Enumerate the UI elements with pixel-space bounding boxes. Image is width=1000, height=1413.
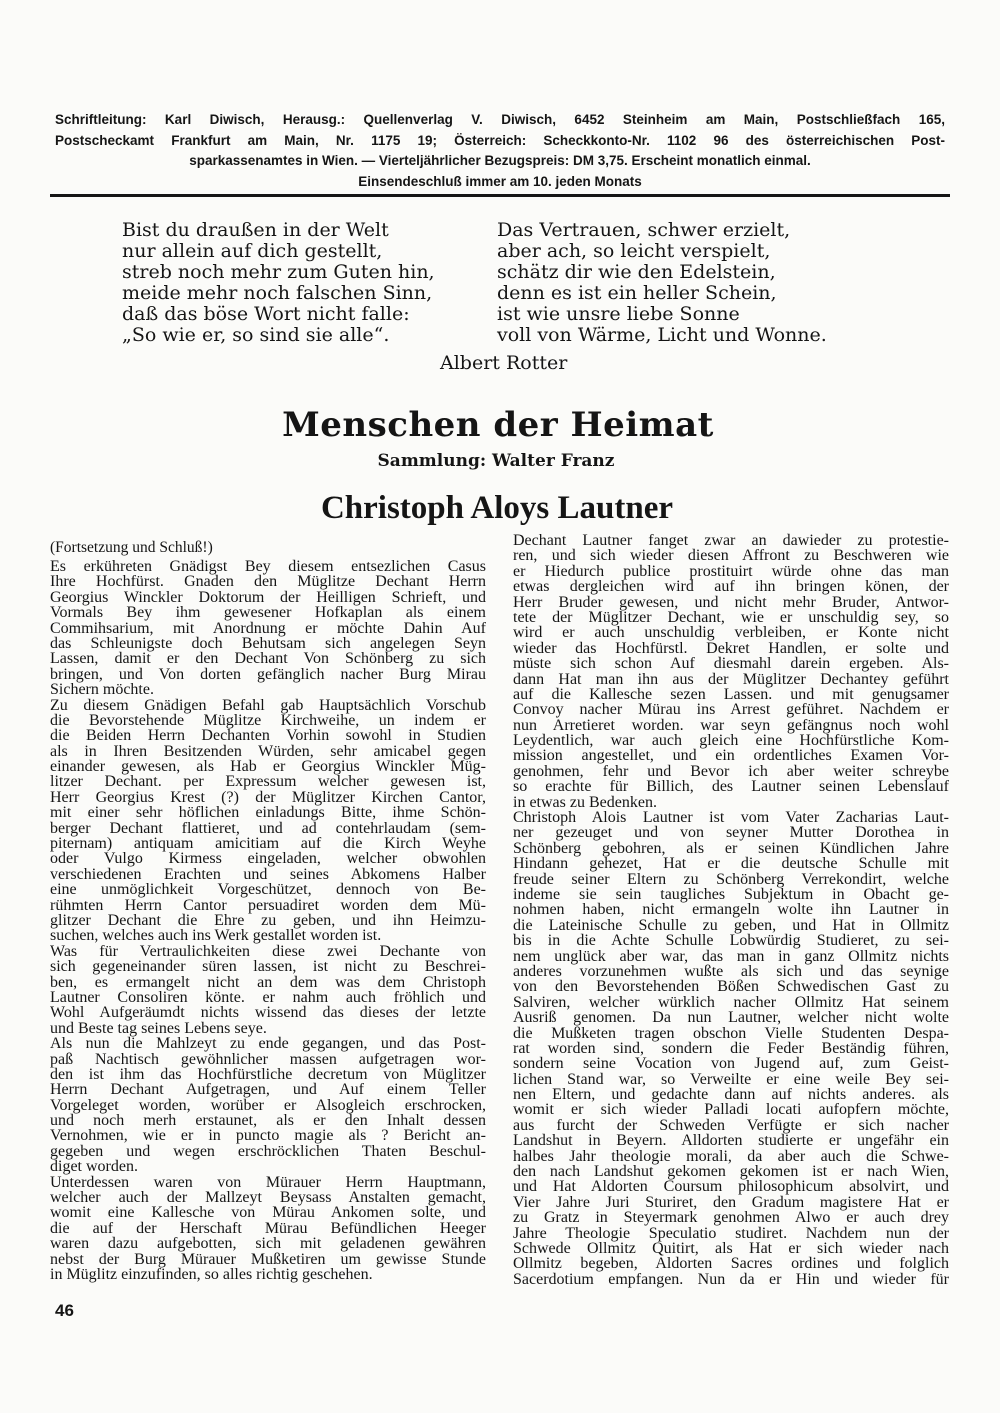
- text-line: rühmten Herrn Cantor persuadiret worden dem Mü-: [50, 896, 486, 914]
- text-line: in Müglitz einzufinden, so alles richtig geschehen.: [50, 1265, 373, 1283]
- text-line: wieder das Hochfürstl. Dekret Handlen, er solte und: [513, 639, 949, 657]
- poem-line: meide mehr noch falschen Sinn,: [122, 282, 433, 304]
- text-line: ben, es ermangelt nicht an dem was dem Christoph: [50, 973, 486, 991]
- text-line: zu Gratz in Steyermark genohmen Alwo er auch drey: [513, 1209, 949, 1227]
- paragraph: [50, 698, 486, 944]
- text-line: Vormals Bey ihm gewesener Hofkaplan als einem: [50, 604, 486, 622]
- text-line: die Mußketen tragen obschon Vielle Studenten Despa-: [513, 1024, 949, 1042]
- text-line: verschiedenen Erachten und seines Abkomens Halber: [50, 865, 486, 883]
- text-line: Ausriß genomen. Da nun Lautner, welcher nicht wolte: [513, 1009, 949, 1027]
- text-line: Vier Jahre Juri Sturiret, den Gradum magistere Hat er: [513, 1193, 949, 1211]
- text-line: Vorgeleget worden, worüber er Alsogleich erschrocken,: [50, 1096, 486, 1114]
- text-line: berger Dechant flattieret, und ad contehrlaudam (sem-: [50, 819, 486, 837]
- paragraph: [513, 810, 949, 1287]
- text-line: litzer Dechant. per Expressum welcher gewesen ist,: [50, 773, 486, 791]
- text-line: und noch merh erstaunet, als er den Inhalt dessen: [50, 1112, 486, 1130]
- text-line: Als nun die Mahlzeyt zu ende gegangen, und das Post-: [50, 1035, 486, 1053]
- text-line: etwas dergleichen wird auf ihn bringen könen, der: [513, 578, 949, 596]
- text-line: aus furcht der Schweden Verfügte er sich nacher: [513, 1116, 949, 1134]
- text-line: Herr Bruder gewesen, und nicht mehr Bruder, Antwor-: [513, 593, 949, 611]
- text-line: Zu diesem Gnädigen Befahl gab Hauptsächlich Vorschub: [50, 696, 486, 714]
- text-line: die Lateinische Schulle zu geben, und Hat in Ollmitz: [513, 916, 949, 934]
- masthead-line: Einsendeschluß immer am 10. jeden Monats: [358, 173, 642, 189]
- text-line: lichen Stand war, so Verweilte er eine weile Bey sei-: [513, 1070, 949, 1088]
- text-line: ner gezeuget und von seyner Mutter Dorothea in: [513, 824, 949, 842]
- text-line: glitzer Dechant die Ehre zu geben, und ihn Heimzu-: [50, 911, 486, 929]
- paragraph: [50, 1036, 486, 1175]
- text-line: Lautner Consoliren könte. er nahm auch fröhlich und: [50, 988, 486, 1006]
- text-line: mission angestellet, und ein ordentliches Examen Vor-: [513, 747, 949, 765]
- poem-stanza-right: [497, 220, 827, 346]
- text-line: er Hiedurch publice prostituirt würde ohne das man: [513, 562, 949, 580]
- poem-author: Albert Rotter: [440, 352, 568, 374]
- text-line: Leydentlich, war auch gleich eine Hochfürstliche Kom-: [513, 732, 949, 750]
- text-line: Salviren, welcher würklich nacher Ollmitz Hat seinem: [513, 993, 949, 1011]
- poem-line: Bist du draußen in der Welt: [122, 219, 389, 241]
- masthead-line: Schriftleitung: Karl Diwisch, Herausg.: Quellenverlag V. Diwisch, 6452 Steinheim am Main, Postschließfach 165,: [55, 112, 945, 127]
- text-line: das Schleunigste doch Behutsam sich angelegen Seyn: [50, 634, 486, 652]
- poem-line: Das Vertrauen, schwer erzielt,: [497, 219, 791, 241]
- text-line: so erachte für Billich, des Lautner seinen Lebenslauf: [513, 778, 949, 796]
- article-column-right: [513, 533, 949, 1287]
- text-line: nohmen haben, nicht ermangeln wolte ihn Lautner in: [513, 901, 949, 919]
- text-line: Christoph Alois Lautner ist vom Vater Zacharias Laut-: [513, 809, 949, 827]
- page-number: 46: [55, 1301, 74, 1320]
- text-line: indeme sie sein taugliches Subjektum in Obacht ge-: [513, 885, 949, 903]
- poem-line: streb noch mehr zum Guten hin,: [122, 261, 435, 283]
- paragraph: [513, 533, 949, 810]
- text-line: Georgius Winckler Doktorum der Heilligen Schrieft, und: [50, 588, 486, 606]
- text-line: als in Ihren Besitzenden Würden, sehr amicabel gegen: [50, 742, 486, 760]
- text-line: müste sich schon Auf diesmahl darein ergeben. Als-: [513, 655, 949, 673]
- text-line: rat worden sind, sondern die Feder Beständig führen,: [513, 1039, 949, 1057]
- text-line: bis in die Achte Schulle Lobwürdig Studieret, zu sei-: [513, 932, 949, 950]
- text-line: paß Nachtisch gewöhnlicher massen aufgetragen wor-: [50, 1050, 486, 1068]
- text-line: bringen, und Von dorten gefänglich nacher Burg Mirau: [50, 665, 486, 683]
- text-line: nun Arretieret worden. war seyn gefängnus noch wohl: [513, 716, 949, 734]
- text-line: ren, und sich wieder diesen Affront zu Beschweren wie: [513, 547, 949, 565]
- masthead-line: Postscheckamt Frankfurt am Main, Nr. 1175 19; Österreich: Scheckkonto-Nr. 1102 96 des österreichischen Post-: [55, 132, 945, 148]
- text-line: waren dazu aufgebotten, sich mit geladenen gewähren: [50, 1235, 486, 1253]
- text-line: nen Eltern, und gedachte dann auf nichts anderes. als: [513, 1086, 949, 1104]
- text-line: Hindann gehezet, Hat er die deutsche Schulle mit: [513, 855, 949, 873]
- poem-line: aber ach, so leicht verspielt,: [497, 240, 771, 262]
- text-line: diget worden.: [50, 1158, 138, 1176]
- text-line: womit eine Kallesche von Mürau Ankomen solte, und: [50, 1204, 486, 1222]
- article-column-left: [50, 559, 486, 1282]
- text-line: gegeben und wegen erschröcklichen Thaten Beschul-: [50, 1142, 486, 1160]
- text-line: Schönberg gebohren, als er seinen Kündlichen Jahre: [513, 839, 949, 857]
- text-line: sondern seine Vocation von Jugend auf, zum Geist-: [513, 1055, 949, 1073]
- text-line: nebst der Burg Mürauer Mußketiren um gewisse Stunde: [50, 1250, 486, 1268]
- text-line: freude seiner Eltern zu Schönberg Verrekondirt, welche: [513, 870, 949, 888]
- text-line: in etwas zu Bedenken.: [513, 793, 657, 811]
- text-line: sich gegeneinander süren lassen, ist nicht zu Beschrei-: [50, 958, 486, 976]
- text-line: Convoy nacher Mürau ins Arrest geführet. Nachdem er: [513, 701, 949, 719]
- text-line: die auf der Herschaft Mürau Befündlichen Heeger: [50, 1219, 486, 1237]
- text-line: und Hat Aldorten Coursum philosophicum absolvirt, und: [513, 1178, 949, 1196]
- masthead-imprint: [55, 110, 945, 192]
- text-line: nem unglück aber war, das man in ganz Ollmitz nichts: [513, 947, 949, 965]
- text-line: Dechant Lautner fanget zwar an dawieder zu protestie-: [513, 532, 949, 549]
- poem-stanza-left: [122, 220, 435, 346]
- text-line: von den Bevorstehenden Bößen Schwedischen Gast zu: [513, 978, 949, 996]
- text-line: und Beste tag seines Lebens seye.: [50, 1019, 267, 1037]
- masthead-line: sparkassenamtes in Wien. — Vierteljährlicher Bezugspreis: DM 3,75. Erscheint monatlich einmal.: [189, 153, 811, 168]
- poem-line: schätz dir wie den Edelstein,: [497, 261, 776, 283]
- text-line: womit er sich wieder Palladi locati aufopfern möchte,: [513, 1101, 949, 1119]
- text-line: suchen, welches auch ins Werk gestallet worden ist.: [50, 927, 382, 945]
- collection-credit: Sammlung: Walter Franz: [377, 451, 615, 471]
- text-line: Vernohmen, wie er in puncto magie als ? Bericht an-: [50, 1127, 486, 1145]
- text-line: Ihre Hochfürst. Gnaden den Müglitze Dechant Herrn: [50, 573, 486, 591]
- text-line: Was für Vertraulichkeiten diese zwei Dechante von: [50, 942, 486, 960]
- text-line: Sacerdotium empfangen. Nun da er Hin und wieder für: [513, 1270, 949, 1288]
- text-line: Unterdessen waren von Mürauer Herrn Hauptmann,: [50, 1173, 486, 1191]
- text-line: piternam) antiquam amicitiam auf die Kirch Weyhe: [50, 835, 486, 853]
- text-line: den nach Landshut gekomen gekomen ist er nach Wien,: [513, 1163, 949, 1181]
- paragraph: [50, 944, 486, 1036]
- text-line: die Bevorstehende Müglitze Kirchweihe, un indem er: [50, 711, 486, 729]
- text-line: genohmen, fehr und Bevor ich aber weiter schreybe: [513, 762, 949, 780]
- text-line: dann Hat man ihn aus der Müglitzer Dechantey geführt: [513, 670, 949, 688]
- header-divider: [50, 194, 950, 197]
- text-line: Wohl Aufgeräumdt nichts wissend das dieses der letzte: [50, 1004, 486, 1022]
- paragraph: [50, 1175, 486, 1283]
- text-line: anderes vorzunehmen wußte als sich und das seynige: [513, 962, 949, 980]
- text-line: die Beiden Herrn Dechanten Vorhin sowohl in Studien: [50, 727, 486, 745]
- text-line: Sichern möchte.: [50, 681, 154, 699]
- article-title: Christoph Aloys Lautner: [320, 490, 674, 526]
- text-line: oder Vulgo Kirmess eingeladen, welcher obwohlen: [50, 850, 486, 868]
- text-line: Jahre Theologie Speculatio studiret. Nachdem nun der: [513, 1224, 949, 1242]
- poem-line: voll von Wärme, Licht und Wonne.: [497, 324, 827, 346]
- text-line: welcher auch der Mallzeyt Beysass Anstalten gemacht,: [50, 1189, 486, 1207]
- text-line: mit einer sehr höflichen einladungs Bitte, ihme Schön-: [50, 804, 486, 822]
- text-line: Es erkühreten Gnädigst Bey diesem entsezlichen Casus: [50, 558, 486, 575]
- text-line: Schwede Ollmitz Quitirt, als Hat er sich wieder nach: [513, 1239, 949, 1257]
- text-line: einander gewesen, als Hab er Georgius Winckler Müg-: [50, 758, 486, 776]
- poem-line: ist wie unsre liebe Sonne: [497, 303, 740, 325]
- text-line: wird er auch unschuldig verbleiben, er Konte nicht: [513, 624, 949, 642]
- poem-line: nur allein auf dich gestellt,: [122, 240, 383, 262]
- poem-line: daß das böse Wort nicht falle:: [122, 303, 410, 325]
- text-line: eine unmöglichkeit Vorgeschützet, dennoch von Be-: [50, 881, 486, 899]
- text-line: den ist ihm das Hochfürstliche decretum von Müglitzer: [50, 1065, 486, 1083]
- text-line: Herrn Dechant Aufgetragen, und Auf einem Teller: [50, 1081, 486, 1099]
- continuation-note: (Fortsetzung und Schluß!): [50, 539, 213, 556]
- text-line: Herr Georgius Krest (?) der Müglitzer Kirchen Cantor,: [50, 788, 486, 806]
- text-line: Commihsarium, mit Anordnung er möchte Dahin Auf: [50, 619, 486, 637]
- text-line: halbes Jahr theologie morali, da aber auch die Schwe-: [513, 1147, 949, 1165]
- paragraph: [50, 559, 486, 698]
- poem-line: „So wie er, so sind sie alle“.: [122, 324, 390, 346]
- poem-line: denn es ist ein heller Schein,: [497, 282, 777, 304]
- text-line: auf die Kallesche sezen Lassen. und mit genugsamer: [513, 685, 949, 703]
- text-line: Ollmitz begeben, Aldorten Sacres ordines und folglich: [513, 1255, 949, 1273]
- text-line: Landshut in Beyern. Alldorten studierte er ungefähr ein: [513, 1132, 949, 1150]
- series-title: Menschen der Heimat: [282, 405, 714, 445]
- text-line: tete der Müglitzer Dechant, wie er unschuldig sey, so: [513, 608, 949, 626]
- text-line: Lassen, damit er den Dechant Von Schönberg zu sich: [50, 650, 486, 668]
